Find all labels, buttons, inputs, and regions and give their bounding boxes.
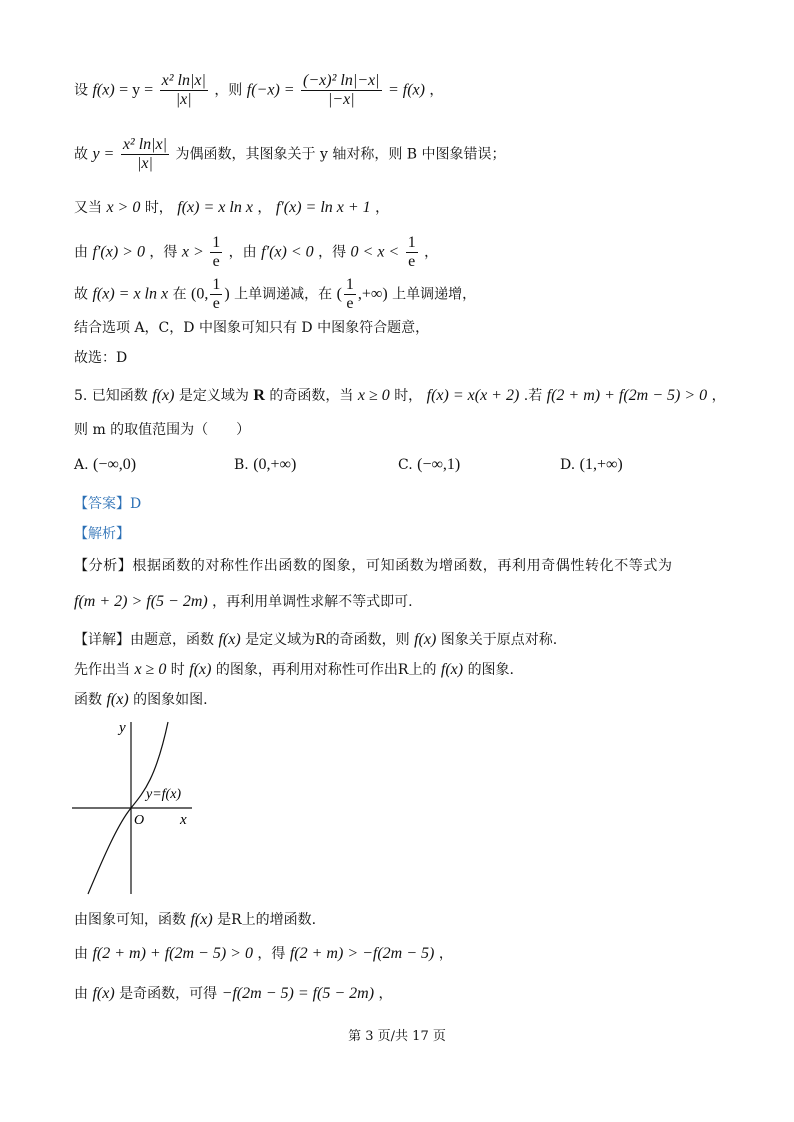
option-value: (1,+∞) [579, 456, 623, 473]
text: 先作出当 [74, 662, 130, 678]
text: 是定义域为R的奇函数，则 [245, 632, 410, 648]
math-eq-y: = y = [119, 81, 154, 99]
math-fx: f(x) [190, 911, 213, 928]
option-label: A. [74, 457, 89, 473]
text: 函数 [74, 692, 102, 708]
text: 图象关于原点对称. [440, 632, 558, 648]
fraction-negx [301, 72, 382, 109]
detail-line-6 [74, 984, 393, 1004]
numerator: 1 [212, 276, 221, 293]
origin-label: O [134, 813, 145, 828]
fraction-x2lnx-over-absx [160, 72, 208, 109]
option-value: (0,+∞) [253, 456, 297, 473]
option-label: C. [398, 457, 413, 473]
math-y-eq: y = [92, 145, 115, 163]
math-condition-2: f(2 + m) > −f(2m − 5) [289, 945, 435, 962]
text: ，再利用单调性求解不等式即可. [212, 594, 413, 610]
text: 故 [74, 286, 88, 303]
analysis-paragraph [74, 556, 673, 576]
text: 由图象可知，函数 [74, 912, 186, 928]
fenxi-tag: 【分析】 [74, 558, 133, 574]
denominator: e [346, 295, 354, 312]
option-value: (−∞,1) [417, 456, 461, 473]
option-d[interactable] [560, 456, 623, 474]
text: 由 [74, 946, 88, 962]
text: ， [378, 986, 393, 1002]
fraction-1-over-e [210, 234, 222, 271]
denominator: |−x| [327, 91, 355, 108]
math-fprime-gt0: f′(x) > 0 [92, 243, 145, 261]
text: ，得 [257, 946, 286, 962]
detail-line-5 [74, 944, 453, 964]
option-b[interactable] [234, 456, 296, 474]
y-axis-label: y [119, 720, 126, 736]
math-fx: f(x) [218, 631, 241, 648]
solution-line-6: 结合选项 A，C，D 中图象可知只有 D 中图象符合题意， [74, 320, 430, 336]
denominator: e [408, 253, 416, 270]
text: ， [429, 82, 444, 99]
text: 是定义域为 [178, 388, 249, 404]
detail-line-3 [74, 690, 208, 710]
detail-line-2 [74, 660, 514, 680]
math-fprime: f′(x) = ln x + 1 [275, 199, 371, 216]
fraction-1-over-e [210, 276, 222, 313]
page-footer: 第 3 页/共 17 页 [348, 1029, 446, 1044]
text: 设 [74, 82, 88, 99]
text: 时 [170, 662, 185, 678]
question-stem [74, 386, 726, 406]
option-c[interactable] [398, 456, 460, 474]
detail-line-4 [74, 910, 316, 930]
math-x-gt: x > [181, 243, 204, 261]
text: 上单调递增， [392, 286, 477, 303]
text: ， [438, 946, 453, 962]
text: 在 [172, 286, 187, 303]
math-zero-lt-x-lt: 0 < x < [350, 243, 400, 261]
text: 由 [74, 244, 88, 261]
solution-line-3 [74, 198, 389, 218]
text: ， [257, 200, 272, 216]
interval-open: ( [336, 285, 342, 303]
math-ineq-m: f(m + 2) > f(5 − 2m) [74, 593, 208, 610]
math-fx: f(x) [106, 691, 129, 708]
numerator: 1 [212, 234, 221, 251]
text: 上单调递减，在 [234, 286, 333, 303]
math-fx: f(x) [92, 81, 115, 99]
math-fx-def: f(x) = x(x + 2) [426, 387, 520, 404]
text: 由题意，函数 [130, 632, 214, 648]
numerator: x² ln|x| [122, 136, 168, 153]
fraction-x2lnx-over-absx [121, 136, 169, 173]
text: 已知函数 [91, 388, 148, 404]
denominator: |x| [136, 155, 153, 172]
option-label: D. [560, 457, 576, 473]
solution-line-2 [74, 136, 506, 173]
text: 为偶函数，其图象关于 y 轴对称，则 B 中图象错误； [175, 146, 506, 163]
math-eqfx: = f(x) [387, 81, 425, 99]
text: 根据函数的对称性作出函数的图象，可知函数为增函数，再利用奇偶性转化不等式为 [132, 558, 673, 574]
text: 是R上的增函数. [217, 912, 317, 928]
curve-label: y=f(x) [146, 787, 182, 802]
math-x-geq-0: x ≥ 0 [134, 661, 167, 678]
math-odd-eq: −f(2m − 5) = f(5 − 2m) [221, 985, 375, 1002]
math-x-gt-0: x > 0 [106, 199, 141, 216]
numerator: 1 [345, 276, 354, 293]
interval-open: (0, [191, 285, 209, 303]
text: 的图象，再利用对称性可作出R上的 [215, 662, 437, 678]
text: 时， [144, 200, 173, 216]
fraction-1-over-e [344, 276, 356, 313]
denominator: |x| [175, 91, 192, 108]
denominator: e [212, 253, 220, 270]
math-fx: f(x) [189, 661, 212, 678]
math-fx: f(x) [440, 661, 464, 678]
interval-close: ) [224, 285, 230, 303]
solution-line-7: 故选：D [74, 350, 128, 366]
solution-line-5 [74, 276, 476, 313]
math-condition: f(2 + m) + f(2m − 5) > 0 [546, 387, 708, 404]
option-label: B. [234, 457, 249, 473]
math-fx-xlnx: f(x) = x ln x [177, 199, 253, 216]
text: ， [424, 244, 439, 261]
solution-line-1 [74, 72, 443, 109]
text: .若 [523, 388, 543, 404]
text: 故 [74, 146, 88, 163]
text: 的图象. [467, 662, 515, 678]
denominator: e [212, 295, 220, 312]
math-fx: f(x) [92, 985, 115, 1002]
answer-tag: 【答案】D [74, 496, 142, 512]
question-number: 5. [74, 388, 88, 404]
math-fnegx: f(−x) = [246, 81, 295, 99]
analysis-paragraph-line-2 [74, 592, 413, 612]
detail-tag: 【详解】 [74, 632, 130, 648]
text: 是奇函数，可得 [119, 986, 218, 1002]
option-a[interactable] [74, 456, 136, 474]
text: 的奇函数，当 [269, 388, 354, 404]
math-condition: f(2 + m) + f(2m − 5) > 0 [92, 945, 253, 962]
math-fx: f(x) [414, 631, 437, 648]
question-stem-line-2: 则 m 的取值范围为（ ） [74, 422, 251, 438]
interval-close: ,+∞) [357, 285, 388, 303]
fraction-1-over-e [406, 234, 418, 271]
text: ， [375, 200, 390, 216]
solution-line-4 [74, 234, 438, 271]
math-R: R [253, 387, 265, 404]
text: 又当 [74, 200, 102, 216]
numerator: x² ln|x| [161, 72, 206, 89]
math-fprime-lt0: f′(x) < 0 [261, 243, 314, 261]
numerator: 1 [407, 234, 416, 251]
text: 时， [394, 388, 423, 404]
text: 的图象如图. [133, 692, 208, 708]
text: ，得 [318, 244, 347, 261]
detail-line-1 [74, 630, 557, 650]
option-value: (−∞,0) [93, 456, 137, 473]
text: ，得 [149, 244, 178, 261]
x-axis-label: x [180, 812, 187, 828]
analysis-tag: 【解析】 [74, 526, 130, 542]
text: ，由 [228, 244, 257, 261]
text: 由 [74, 986, 88, 1002]
math-fx: f(x) [152, 387, 175, 404]
numerator: (−x)² ln|−x| [303, 72, 380, 89]
function-graph [70, 718, 210, 898]
math-x-geq-0: x ≥ 0 [357, 387, 390, 404]
math-fx-xlnx: f(x) = x ln x [92, 285, 169, 303]
text: ，则 [214, 82, 243, 99]
text: ， [711, 388, 726, 404]
